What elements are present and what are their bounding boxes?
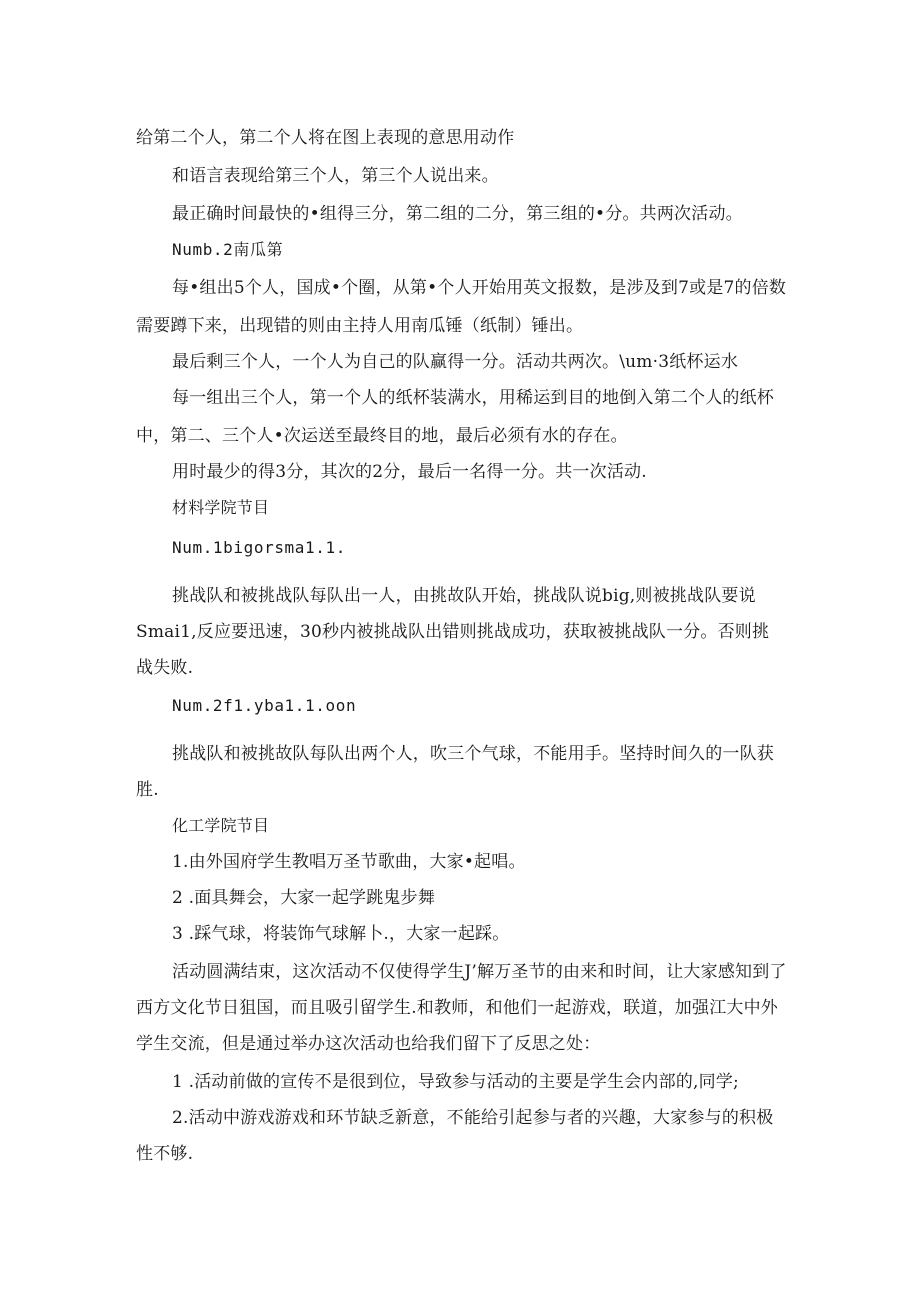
text-line: 挑战队和被挑故队每队出两个人，吹三个气球，不能用手。坚持时间久的一队获 [172, 744, 774, 764]
text-line: 性不够. [136, 1144, 194, 1164]
text-line: 用时最少的得3分，其次的2分，最后一名得一分。共一次活动. [172, 462, 647, 482]
section-heading: Numb.2南瓜第 [172, 240, 284, 259]
section-heading: 材料学院节目 [172, 498, 270, 517]
list-item: 2 .面具舞会，大家一起学跳鬼步舞 [172, 888, 436, 908]
text-line: 需要蹲下来，出现错的则由主持人用南瓜锤（纸制）锤出。 [136, 316, 584, 336]
text-line: 挑战队和被挑战队每队出一人，由挑故队开始，挑战队说big,则被挑战队要说 [172, 586, 756, 606]
section-heading: 化工学院节目 [172, 816, 270, 835]
text-line: 战失败. [136, 658, 194, 678]
text-line: 活动圆满结束，这次活动不仅使得学生J’解万圣节的由来和时间，让大家感知到了 [172, 962, 787, 982]
text-line: 最后剩三个人，一个人为自己的队赢得一分。活动共两次。\um·3纸杯运水 [172, 352, 739, 372]
text-line: Smai1,反应要迅速，30秒内被挑战队出错则挑战成功，获取被挑战队一分。否则挑 [136, 622, 770, 642]
text-line: 给第二个人，第二个人将在图上表现的意思用动作 [136, 128, 515, 148]
list-item: 1 .活动前做的宣传不是很到位，导致参与活动的主要是学生会内部的,同学; [172, 1072, 739, 1092]
section-heading: Num.1bigorsma1.1. [172, 538, 346, 557]
text-line: 最正确时间最快的•组得三分，第二组的二分，第三组的•分。共两次活动。 [172, 204, 743, 224]
text-line: 胜. [136, 780, 159, 800]
text-line: 中，第二、三个人•次运送至最终目的地，最后必须有水的存在。 [136, 426, 628, 446]
text-line: 和语言表现给第三个人，第三个人说出来。 [172, 166, 499, 186]
text-line: 每•组出5个人，国成•个圈，从第•个人开始用英文报数，是涉及到7或是7的倍数 [172, 278, 787, 298]
section-heading: Num.2f1.yba1.1.oon [172, 696, 357, 715]
list-item: 3 .踩气球，将装饰气球解卜.，大家一起踩。 [172, 924, 510, 944]
text-line: 每一组出三个人，第一个人的纸杯装满水，用稀运到目的地倒入第二个人的纸杯 [172, 388, 774, 408]
text-line: 西方文化节日狙国，而且吸引留学生.和教师，和他们一起游戏，联道，加强江大中外 [136, 998, 779, 1018]
list-item: 1.由外国府学生教唱万圣节歌曲，大家•起唱。 [172, 852, 526, 872]
list-item: 2.活动中游戏游戏和环节缺乏新意，不能给引起参与者的兴趣，大家参与的积极 [172, 1108, 774, 1128]
text-line: 学生交流，但是通过举办这次活动也给我们留下了反思之处： [136, 1034, 601, 1054]
